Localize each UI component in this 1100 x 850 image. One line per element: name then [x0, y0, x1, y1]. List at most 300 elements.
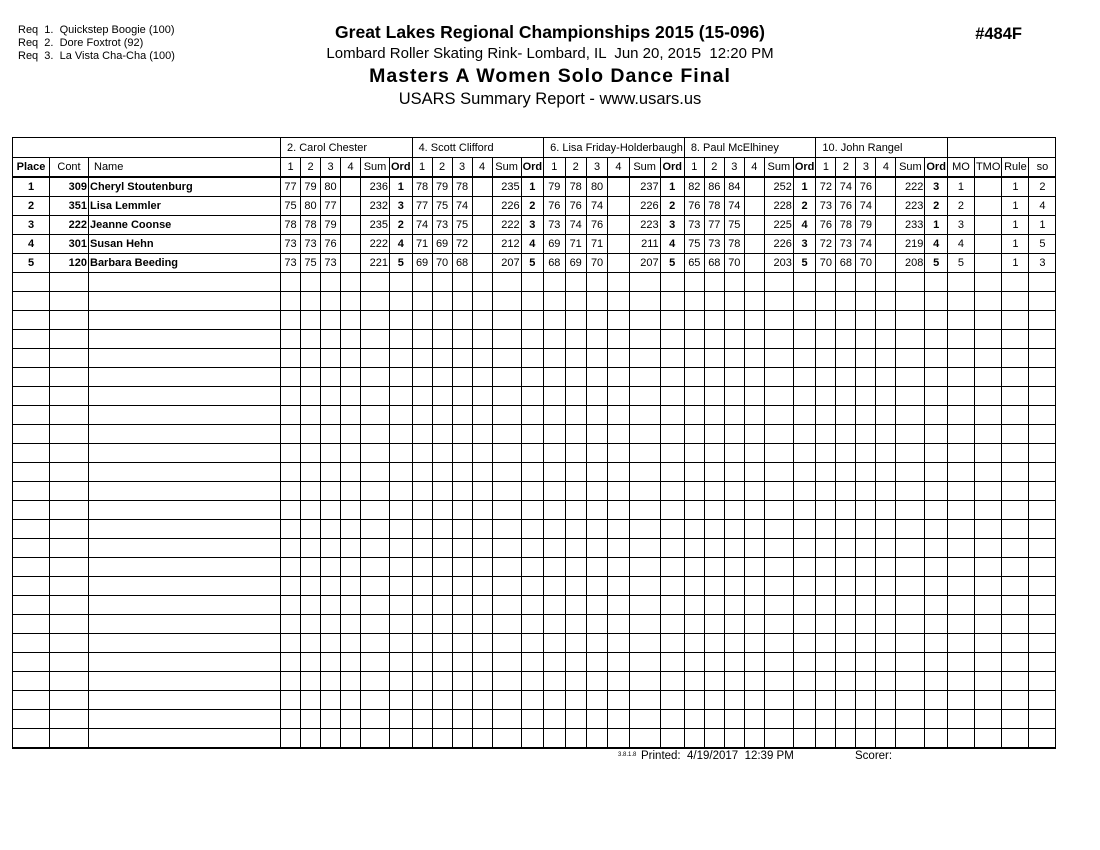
score-cell	[816, 615, 836, 634]
place-cell	[13, 520, 50, 539]
score-cell	[565, 349, 586, 368]
column-header-cell: 1	[544, 158, 565, 178]
ordinal-cell	[925, 691, 948, 710]
sum-cell: 207	[629, 254, 660, 273]
name-cell	[89, 311, 281, 330]
score-cell	[281, 482, 301, 501]
score-cell	[341, 653, 361, 672]
judge-header-cell: 4. Scott Clifford	[412, 138, 544, 158]
score-cell	[724, 349, 744, 368]
rule-cell: 1	[1002, 216, 1029, 235]
score-cell	[565, 463, 586, 482]
sum-cell: 235	[361, 216, 390, 235]
score-cell	[412, 463, 432, 482]
score-cell	[432, 482, 452, 501]
score-cell	[684, 444, 704, 463]
name-cell	[89, 558, 281, 577]
score-cell	[301, 501, 321, 520]
judge-header-cell: 10. John Rangel	[816, 138, 948, 158]
score-cell	[472, 349, 492, 368]
score-cell	[876, 444, 896, 463]
sum-cell	[764, 292, 793, 311]
score-cell: 82	[684, 177, 704, 197]
ordinal-cell	[793, 634, 816, 653]
sum-cell	[764, 577, 793, 596]
ordinal-cell: 5	[925, 254, 948, 273]
score-cell: 74	[586, 197, 607, 216]
name-cell	[89, 444, 281, 463]
score-cell	[472, 235, 492, 254]
score-cell	[544, 615, 565, 634]
rule-cell	[1002, 273, 1029, 292]
ordinal-cell	[390, 387, 413, 406]
score-cell	[856, 672, 876, 691]
score-cell	[816, 596, 836, 615]
score-cell	[565, 330, 586, 349]
sum-cell: 212	[492, 235, 521, 254]
empty-row	[13, 444, 1056, 463]
score-cell	[432, 330, 452, 349]
score-cell	[565, 539, 586, 558]
ordinal-cell	[660, 539, 684, 558]
score-cell	[412, 558, 432, 577]
score-cell	[684, 463, 704, 482]
ordinal-cell	[660, 615, 684, 634]
score-cell	[856, 349, 876, 368]
sum-cell	[629, 710, 660, 729]
score-cell	[472, 634, 492, 653]
name-cell	[89, 634, 281, 653]
score-cell	[856, 330, 876, 349]
score-cell: 73	[816, 197, 836, 216]
contestant-number-cell	[50, 273, 89, 292]
score-cell	[321, 653, 341, 672]
ordinal-cell	[660, 311, 684, 330]
score-cell	[281, 729, 301, 749]
score-cell	[281, 330, 301, 349]
score-cell	[432, 672, 452, 691]
score-cell	[321, 729, 341, 749]
score-cell: 78	[281, 216, 301, 235]
score-cell	[724, 729, 744, 749]
score-cell	[816, 311, 836, 330]
score-cell	[321, 482, 341, 501]
tmo-cell	[974, 406, 1001, 425]
mo-cell	[947, 273, 974, 292]
score-cell	[684, 558, 704, 577]
score-cell: 73	[432, 216, 452, 235]
ordinal-cell	[660, 387, 684, 406]
sum-cell	[492, 349, 521, 368]
so-cell	[1029, 311, 1056, 330]
score-cell	[586, 577, 607, 596]
score-cell	[744, 425, 764, 444]
ordinal-cell	[660, 672, 684, 691]
sum-cell	[629, 691, 660, 710]
sum-cell: 228	[764, 197, 793, 216]
table-row	[13, 235, 1056, 254]
score-cell	[452, 501, 472, 520]
place-cell	[13, 311, 50, 330]
place-cell	[13, 501, 50, 520]
contestant-number-cell: 351	[50, 197, 89, 216]
column-header-cell: 2	[301, 158, 321, 178]
contestant-number-cell: 120	[50, 254, 89, 273]
score-cell	[608, 292, 629, 311]
place-cell	[13, 634, 50, 653]
score-cell	[856, 710, 876, 729]
name-cell	[89, 729, 281, 749]
score-cell	[724, 615, 744, 634]
score-cell	[472, 520, 492, 539]
sum-cell	[896, 539, 925, 558]
so-cell	[1029, 330, 1056, 349]
ordinal-cell	[660, 368, 684, 387]
empty-row	[13, 710, 1056, 729]
tmo-cell	[974, 558, 1001, 577]
score-cell	[608, 729, 629, 749]
ordinal-cell	[390, 615, 413, 634]
score-cell	[816, 349, 836, 368]
sum-cell	[492, 273, 521, 292]
score-cell: 76	[565, 197, 586, 216]
score-cell	[608, 368, 629, 387]
score-cell	[724, 577, 744, 596]
score-cell	[412, 406, 432, 425]
score-cell	[724, 425, 744, 444]
score-cell	[301, 615, 321, 634]
mo-cell	[947, 615, 974, 634]
ordinal-cell	[793, 482, 816, 501]
sum-cell	[361, 444, 390, 463]
column-header-cell: 4	[341, 158, 361, 178]
ordinal-cell	[521, 558, 544, 577]
ordinal-cell	[660, 292, 684, 311]
ordinal-cell	[925, 501, 948, 520]
score-cell: 78	[452, 177, 472, 197]
req-item: Req 3. La Vista Cha-Cha (100)	[18, 50, 175, 62]
sum-cell	[361, 311, 390, 330]
score-cell	[281, 520, 301, 539]
score-cell: 75	[452, 216, 472, 235]
score-cell	[876, 216, 896, 235]
column-header-cell: 1	[684, 158, 704, 178]
score-cell	[724, 634, 744, 653]
mo-cell: 1	[947, 177, 974, 197]
score-cell: 79	[432, 177, 452, 197]
score-cell	[432, 615, 452, 634]
empty-row	[13, 292, 1056, 311]
score-cell	[452, 444, 472, 463]
score-cell	[608, 444, 629, 463]
score-cell	[301, 387, 321, 406]
score-cell	[544, 501, 565, 520]
ordinal-cell	[925, 368, 948, 387]
score-cell	[744, 330, 764, 349]
score-cell	[608, 235, 629, 254]
sum-cell: 235	[492, 177, 521, 197]
score-cell	[341, 577, 361, 596]
sum-cell	[361, 577, 390, 596]
tmo-cell	[974, 330, 1001, 349]
sum-cell	[764, 672, 793, 691]
place-cell	[13, 615, 50, 634]
score-cell	[744, 197, 764, 216]
score-cell	[608, 273, 629, 292]
score-cell	[836, 463, 856, 482]
score-cell	[432, 444, 452, 463]
sum-cell	[492, 653, 521, 672]
tmo-cell	[974, 177, 1001, 197]
ordinal-cell	[925, 349, 948, 368]
score-cell	[856, 311, 876, 330]
column-header-cell: Place	[13, 158, 50, 178]
place-cell	[13, 672, 50, 691]
sum-cell	[764, 368, 793, 387]
score-cell: 78	[565, 177, 586, 197]
score-cell	[876, 330, 896, 349]
sum-cell	[896, 463, 925, 482]
sum-cell	[361, 615, 390, 634]
score-cell	[544, 311, 565, 330]
score-cell	[836, 311, 856, 330]
column-header-cell: Ord	[660, 158, 684, 178]
score-cell	[724, 387, 744, 406]
score-cell	[452, 520, 472, 539]
score-cell	[472, 254, 492, 273]
ordinal-cell	[925, 615, 948, 634]
contestant-number-cell	[50, 577, 89, 596]
rule-cell	[1002, 368, 1029, 387]
ordinal-cell: 4	[660, 235, 684, 254]
ordinal-cell	[660, 444, 684, 463]
column-header-cell: 3	[452, 158, 472, 178]
score-cell	[281, 444, 301, 463]
version-text: 3.8.1.8	[618, 752, 637, 758]
ordinal-cell	[925, 311, 948, 330]
ordinal-cell	[390, 425, 413, 444]
score-cell	[816, 444, 836, 463]
score-cell	[704, 653, 724, 672]
mo-cell	[947, 539, 974, 558]
score-cell: 75	[301, 254, 321, 273]
so-cell	[1029, 596, 1056, 615]
score-cell	[876, 520, 896, 539]
score-cell	[608, 406, 629, 425]
ordinal-cell	[925, 577, 948, 596]
score-cell	[301, 558, 321, 577]
score-cell	[586, 463, 607, 482]
ordinal-cell	[390, 710, 413, 729]
ordinal-cell	[660, 463, 684, 482]
score-cell	[684, 501, 704, 520]
ordinal-cell	[660, 501, 684, 520]
name-cell	[89, 615, 281, 634]
sum-cell	[492, 539, 521, 558]
sum-cell	[896, 444, 925, 463]
score-cell	[836, 444, 856, 463]
score-cell: 76	[586, 216, 607, 235]
score-cell	[472, 216, 492, 235]
place-cell	[13, 444, 50, 463]
ordinal-cell	[390, 539, 413, 558]
score-cell	[744, 444, 764, 463]
sum-cell	[896, 349, 925, 368]
score-cell: 77	[321, 197, 341, 216]
req-item: Req 1. Quickstep Boogie (100)	[18, 24, 175, 36]
score-cell	[856, 615, 876, 634]
ordinal-cell	[793, 710, 816, 729]
score-cell	[412, 672, 432, 691]
ordinal-cell	[390, 311, 413, 330]
empty-row	[13, 330, 1056, 349]
score-cell	[341, 387, 361, 406]
score-cell	[836, 691, 856, 710]
name-cell	[89, 425, 281, 444]
score-cell	[544, 330, 565, 349]
score-cell: 76	[836, 197, 856, 216]
column-header-cell: 3	[321, 158, 341, 178]
contestant-number-cell	[50, 406, 89, 425]
score-cell	[816, 292, 836, 311]
score-cell	[856, 501, 876, 520]
score-cell	[412, 425, 432, 444]
ordinal-cell	[925, 558, 948, 577]
score-cell	[472, 311, 492, 330]
score-cell	[565, 425, 586, 444]
tmo-cell	[974, 634, 1001, 653]
score-cell	[321, 520, 341, 539]
ordinal-cell	[390, 729, 413, 749]
score-cell	[301, 653, 321, 672]
score-cell	[472, 387, 492, 406]
mo-cell	[947, 520, 974, 539]
score-cell	[452, 672, 472, 691]
score-cell	[744, 501, 764, 520]
score-cell	[301, 330, 321, 349]
score-cell: 80	[321, 177, 341, 197]
empty-row	[13, 349, 1056, 368]
score-cell	[544, 482, 565, 501]
ordinal-cell	[390, 349, 413, 368]
column-header-cell: TMO	[974, 158, 1001, 178]
ordinal-cell	[521, 501, 544, 520]
ordinal-cell	[521, 292, 544, 311]
name-cell	[89, 349, 281, 368]
score-cell	[452, 406, 472, 425]
ordinal-cell: 3	[925, 177, 948, 197]
score-cell	[321, 387, 341, 406]
rule-cell	[1002, 672, 1029, 691]
score-cell	[321, 539, 341, 558]
rule-cell	[1002, 558, 1029, 577]
ordinal-cell: 5	[660, 254, 684, 273]
contestant-number-cell	[50, 501, 89, 520]
ordinal-cell	[521, 482, 544, 501]
score-cell	[432, 406, 452, 425]
judge-header-row	[13, 138, 1056, 158]
mo-cell	[947, 406, 974, 425]
sum-cell	[629, 596, 660, 615]
score-cell	[565, 273, 586, 292]
score-cell	[876, 615, 896, 634]
score-cell	[704, 691, 724, 710]
score-cell	[816, 368, 836, 387]
score-cell	[321, 330, 341, 349]
score-cell	[472, 501, 492, 520]
sum-cell	[764, 539, 793, 558]
score-cell	[724, 672, 744, 691]
score-cell	[321, 710, 341, 729]
score-cell	[432, 729, 452, 749]
score-cell	[432, 387, 452, 406]
score-cell	[836, 672, 856, 691]
sum-cell	[361, 349, 390, 368]
score-cell	[472, 292, 492, 311]
score-cell	[704, 710, 724, 729]
rule-cell	[1002, 691, 1029, 710]
score-cell	[724, 653, 744, 672]
empty-row	[13, 596, 1056, 615]
ordinal-cell: 3	[521, 216, 544, 235]
score-cell	[565, 406, 586, 425]
place-cell: 5	[13, 254, 50, 273]
score-cell	[684, 577, 704, 596]
score-cell	[856, 558, 876, 577]
ordinal-cell	[793, 539, 816, 558]
mo-cell: 2	[947, 197, 974, 216]
ordinal-cell	[925, 653, 948, 672]
score-cell	[704, 672, 724, 691]
score-cell	[684, 520, 704, 539]
score-cell: 77	[704, 216, 724, 235]
score-cell: 73	[321, 254, 341, 273]
ordinal-cell	[925, 425, 948, 444]
score-cell	[544, 349, 565, 368]
column-header-cell: Sum	[764, 158, 793, 178]
score-cell	[341, 539, 361, 558]
ordinal-cell	[793, 273, 816, 292]
sum-cell: 226	[629, 197, 660, 216]
score-cell	[301, 577, 321, 596]
mo-cell: 4	[947, 235, 974, 254]
score-cell	[836, 482, 856, 501]
column-header-cell: Ord	[521, 158, 544, 178]
ordinal-cell: 2	[660, 197, 684, 216]
score-cell: 86	[704, 177, 724, 197]
score-cell	[432, 425, 452, 444]
judge-header-cell: 6. Lisa Friday-Holderbaugh	[544, 138, 685, 158]
score-cell	[608, 254, 629, 273]
score-cell	[321, 596, 341, 615]
score-cell	[704, 444, 724, 463]
score-cell	[281, 501, 301, 520]
ordinal-cell	[793, 596, 816, 615]
score-cell	[341, 330, 361, 349]
column-header-cell: 3	[856, 158, 876, 178]
score-cell	[472, 672, 492, 691]
score-cell	[301, 672, 321, 691]
score-cell	[301, 520, 321, 539]
ordinal-cell	[660, 349, 684, 368]
sum-cell	[361, 634, 390, 653]
score-cell	[856, 653, 876, 672]
score-cell	[452, 425, 472, 444]
score-cell	[281, 406, 301, 425]
rule-cell	[1002, 425, 1029, 444]
sum-cell	[629, 349, 660, 368]
score-cell	[856, 596, 876, 615]
